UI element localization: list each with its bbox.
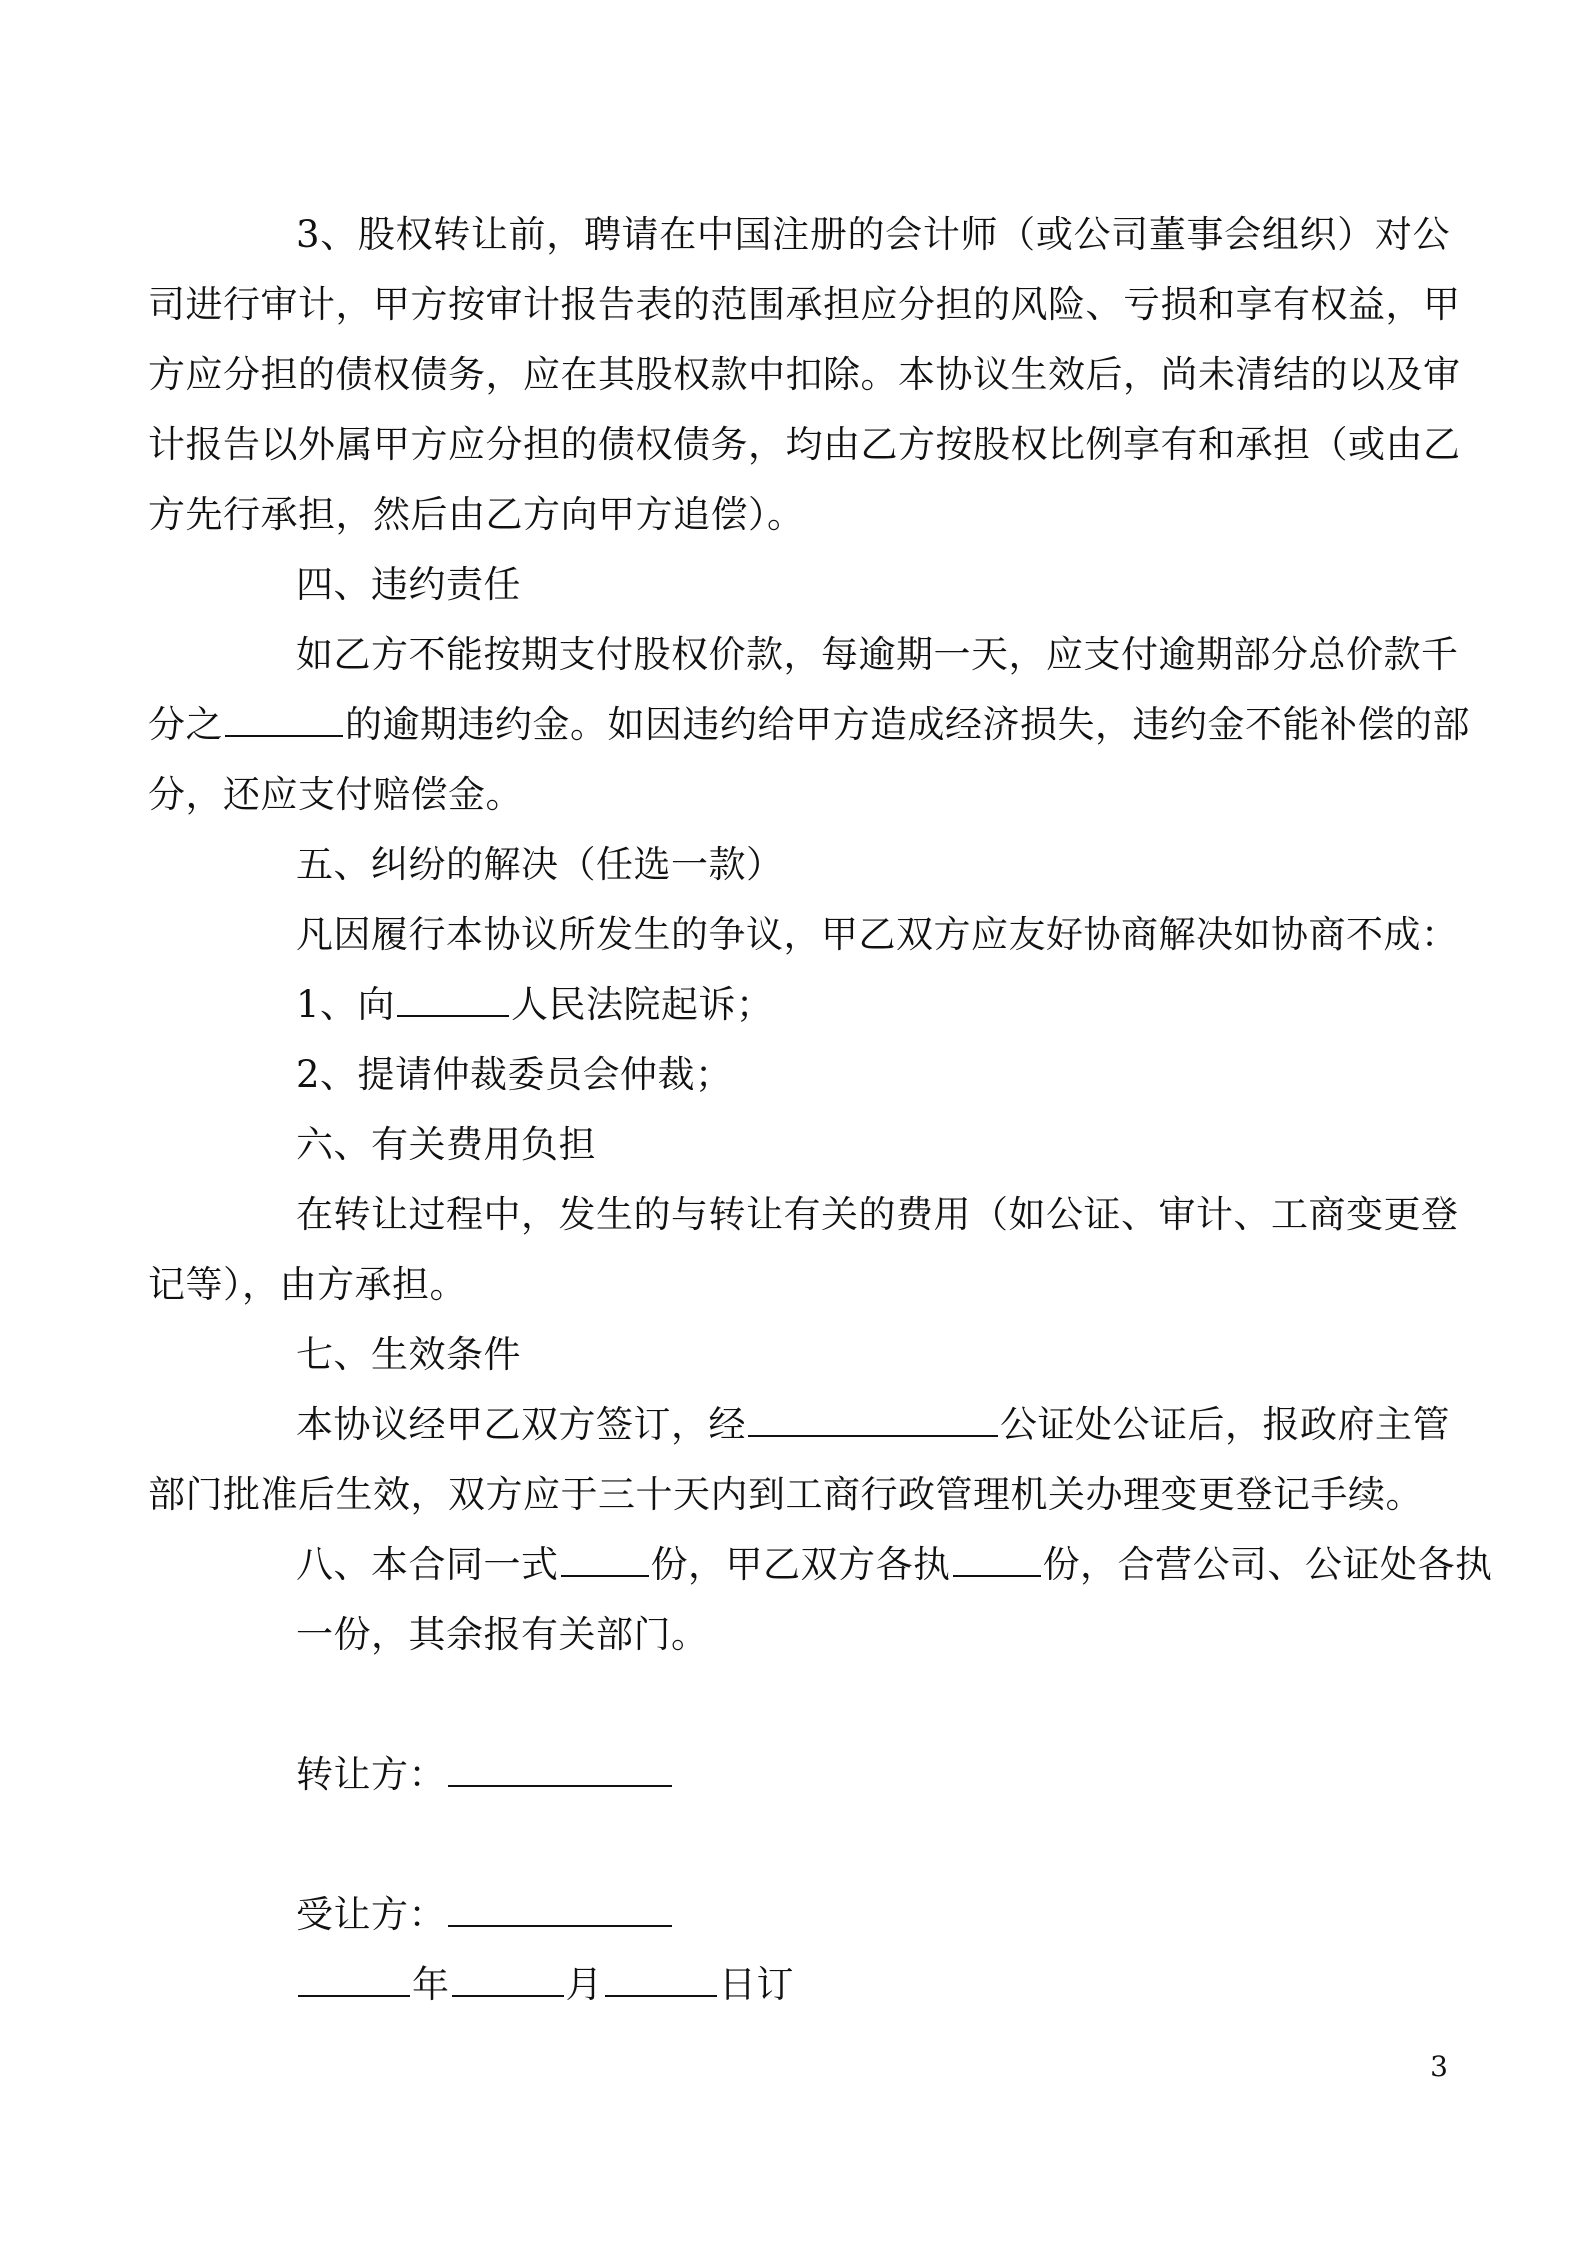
section8-part-c: 份，合营公司、公证处各执 [1042,1543,1493,1586]
section8-part-a: 八、本合同一式 [296,1543,559,1586]
option1-suffix: 人民法院起诉； [511,983,774,1026]
section4-line2 [148,690,1470,760]
document-body [148,200,1493,2020]
para3-line4: 计报告以外属甲方应分担的债权债务，均由乙方按股权比例享有和承担（或由乙 [148,423,1461,466]
section8-line2: 一份，其余报有关部门。 [296,1613,709,1656]
transferee-blank[interactable] [448,1889,672,1927]
day-label: 日订 [719,1963,794,2006]
notary-office-blank[interactable] [748,1399,998,1437]
transferor-blank[interactable] [448,1749,672,1787]
section4-line3: 分，还应支付赔偿金。 [148,773,523,816]
section7-line1-prefix: 本协议经甲乙双方签订，经 [296,1403,746,1446]
para3-line3: 方应分担的债权债务，应在其股权款中扣除。本协议生效后，尚未清结的以及审 [148,353,1461,396]
section6-line1: 在转让过程中，发生的与转让有关的费用（如公证、审计、工商变更登 [296,1193,1459,1236]
year-label: 年 [412,1963,450,2006]
day-blank[interactable] [605,1959,717,1997]
transferee-label: 受让方： [296,1893,446,1936]
section7-heading: 七、生效条件 [296,1333,521,1376]
court-name-blank[interactable] [397,979,509,1017]
section4-line2-prefix: 分之 [148,703,223,746]
section8-part-b: 份，甲乙双方各执 [650,1543,951,1586]
section8-line1 [148,1530,1493,1600]
para3-line2: 司进行审计，甲方按审计报告表的范围承担应分担的风险、亏损和享有权益，甲 [148,283,1461,326]
transferor-line [148,1740,1450,1810]
section5-line1: 凡因履行本协议所发生的争议，甲乙双方应友好协商解决如协商不成： [296,913,1459,956]
penalty-rate-blank[interactable] [225,699,343,737]
section4-heading: 四、违约责任 [296,563,521,606]
spacer [148,1810,1450,1880]
month-blank[interactable] [452,1959,564,1997]
transferee-line [148,1880,1450,1950]
section4-line1: 如乙方不能按期支付股权价款，每逾期一天，应支付逾期部分总价款千 [296,633,1459,676]
copies-each-blank[interactable] [953,1539,1041,1577]
date-line [148,1950,1450,2020]
option1-prefix: 1、向 [296,983,396,1026]
section4-line2-suffix: 的逾期违约金。如因违约给甲方造成经济损失，违约金不能补偿的部 [345,703,1470,746]
section7-line2: 部门批准后生效，双方应于三十天内到工商行政管理机关办理变更登记手续。 [148,1473,1423,1516]
section6-heading: 六、有关费用负担 [296,1123,596,1166]
section7-line1-suffix: 公证处公证后，报政府主管 [1000,1403,1450,1446]
section7-line1 [148,1390,1450,1460]
section6-line2: 记等），由方承担。 [148,1263,467,1306]
year-blank[interactable] [298,1959,410,1997]
transferor-label: 转让方： [296,1753,446,1796]
spacer [148,1670,1450,1740]
month-label: 月 [565,1963,603,2006]
page-number: 3 [1430,2050,1448,2083]
copies-total-blank[interactable] [561,1539,649,1577]
para3-line1: 3、股权转让前，聘请在中国注册的会计师（或公司董事会组织）对公 [296,213,1450,256]
section5-heading: 五、纠纷的解决（任选一款） [296,843,784,886]
section5-option2: 2、提请仲裁委员会仲裁； [296,1053,733,1096]
section5-option1 [148,970,1450,1040]
para3-line5: 方先行承担，然后由乙方向甲方追偿）。 [148,493,805,536]
